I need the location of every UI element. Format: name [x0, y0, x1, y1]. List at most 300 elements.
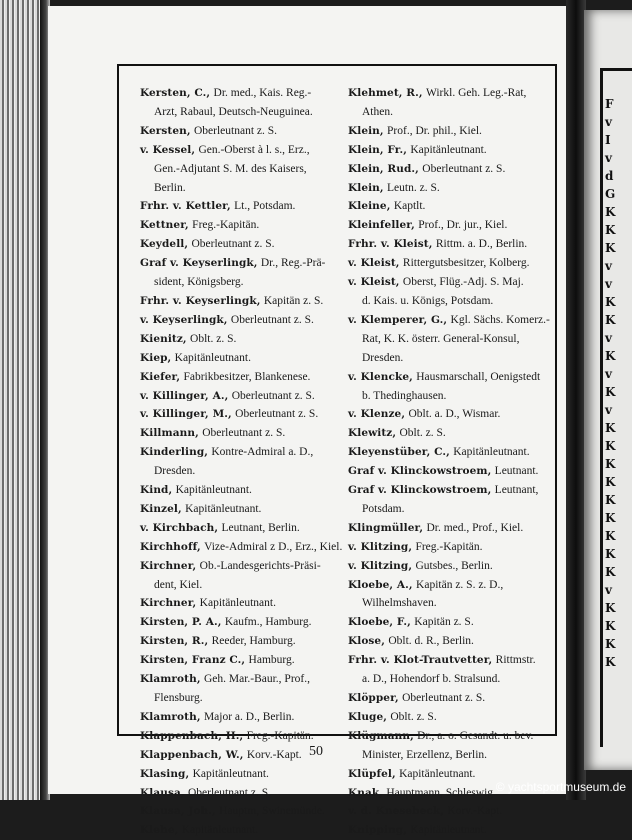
entry-name: Klamroth,	[140, 710, 201, 723]
entry-detail: Oberleutnant z. S.	[187, 786, 272, 799]
entry-name: Kettner,	[140, 219, 189, 232]
entry-detail: Oberleutnant z. S.	[230, 313, 314, 326]
entry-detail: Major a. D., Berlin.	[203, 710, 295, 723]
entry-detail: Freg.-Kapitän.	[415, 540, 483, 553]
entry-first-line	[140, 500, 352, 519]
entry-detail: Korv.-Kapt.	[447, 805, 503, 818]
entry-first-line	[140, 197, 352, 216]
entry-detail: Lt., Potsdam.	[234, 200, 296, 213]
entry-detail: Ob.-Landesgerichts-Präsi-	[199, 559, 321, 572]
entry-name: Kienitz,	[140, 332, 187, 345]
entry-detail: Hauptm, Swinemünde.	[219, 805, 325, 818]
entry-first-line	[348, 160, 560, 179]
entry-first-line	[348, 443, 560, 462]
next-page-initial: v	[605, 277, 612, 291]
entry-first-line	[140, 557, 352, 576]
entry-first-line	[348, 538, 560, 557]
right-column	[348, 84, 560, 840]
entry-name: Klausa,	[140, 786, 185, 799]
entry-name: Kirchhoff,	[140, 540, 201, 553]
entry-first-line	[348, 84, 560, 103]
entry-first-line	[140, 292, 352, 311]
entry-first-line	[140, 387, 352, 406]
entry-detail: Dr. med., Prof., Kiel.	[426, 521, 524, 534]
directory-entry	[348, 557, 560, 576]
entry-first-line	[140, 613, 352, 632]
directory-entry	[348, 254, 560, 273]
entry-name: Klingmüller,	[348, 521, 424, 534]
entry-first-line	[140, 821, 352, 840]
directory-entry	[348, 802, 560, 821]
directory-entry	[348, 160, 560, 179]
entry-first-line	[140, 349, 352, 368]
entry-detail: Wirkl. Geh. Leg.-Rat,	[425, 87, 527, 99]
directory-entry	[140, 368, 352, 387]
entry-detail: Kapitänleutnant.	[181, 824, 259, 837]
directory-entry	[348, 424, 560, 443]
entry-name: Frhr. v. Kleist,	[348, 238, 433, 251]
entry-first-line	[140, 670, 352, 689]
entry-detail: Dr. med., Kais. Reg.-	[213, 87, 312, 99]
next-page-initial: v	[605, 331, 612, 345]
entry-detail: Kapitänleutnant.	[410, 824, 487, 837]
entry-name: Frhr. v. Kettler,	[140, 200, 231, 213]
directory-entry	[140, 727, 352, 746]
directory-entry	[348, 462, 560, 481]
entry-name: v. Klenze,	[348, 408, 406, 421]
entry-first-line	[140, 802, 352, 821]
entry-name: v. Klemperer, G.,	[348, 313, 448, 326]
entry-name: Kloebe, F.,	[348, 616, 411, 629]
entry-first-line	[348, 481, 560, 500]
next-page-initial: K	[605, 295, 616, 309]
next-page-initial: d	[605, 169, 614, 183]
spine-shadow	[566, 0, 586, 800]
entry-detail: Kapitänleutnant.	[199, 597, 276, 610]
directory-entry	[348, 197, 560, 216]
entry-first-line	[348, 368, 560, 387]
next-page-initial: K	[605, 205, 616, 219]
entry-detail: Oberst, Flüg.-Adj. S. Maj.	[402, 276, 524, 289]
directory-entry	[140, 141, 352, 198]
next-page-initial: K	[605, 511, 616, 525]
entry-name: Klügmann,	[348, 729, 414, 742]
directory-entry	[140, 122, 352, 141]
directory-entry	[140, 84, 352, 122]
directory-entry	[140, 292, 352, 311]
entry-detail: Oblt. z. S.	[390, 710, 437, 723]
entry-detail: Leutnant.	[494, 465, 539, 478]
entry-name: Kirchner,	[140, 559, 197, 572]
entry-first-line	[348, 727, 560, 746]
entry-name: Kleine,	[348, 200, 391, 213]
entry-first-line	[348, 179, 560, 198]
entry-name: Klein,	[348, 181, 384, 194]
directory-entry	[140, 330, 352, 349]
entry-first-line	[348, 235, 560, 254]
entry-name: Kinderling,	[140, 446, 209, 459]
directory-entry	[140, 557, 352, 595]
entry-first-line	[348, 216, 560, 235]
entry-detail: Oblt. d. R., Berlin.	[388, 635, 474, 648]
directory-entry	[140, 613, 352, 632]
entry-name: Klose,	[348, 635, 385, 648]
directory-entry	[140, 821, 352, 840]
entry-detail: Oberleutnant z. S.	[402, 692, 486, 704]
entry-detail: Kontre-Admiral a. D.,	[211, 446, 314, 459]
entry-first-line	[140, 311, 352, 330]
next-page-initial: K	[605, 457, 616, 471]
next-page-initial: K	[605, 241, 616, 255]
next-page-initial: v	[605, 151, 612, 165]
entry-detail: Rat, K. K. österr. General-Konsul,	[362, 332, 520, 345]
entry-detail: b. Thedinghausen.	[362, 389, 447, 402]
entry-first-line	[140, 727, 352, 746]
next-page-initial: v	[605, 403, 612, 417]
next-page-initial: K	[605, 223, 616, 237]
entry-detail: Kaptlt.	[393, 200, 426, 213]
directory-entry	[348, 538, 560, 557]
entry-first-line	[348, 122, 560, 141]
directory-entry	[140, 500, 352, 519]
entry-detail: Rittmstr.	[495, 654, 536, 667]
entry-first-line	[140, 632, 352, 651]
directory-entry	[348, 179, 560, 198]
entry-name: Klasing,	[140, 767, 190, 780]
entry-name: Klamroth,	[140, 673, 201, 686]
entry-name: Kersten,	[140, 124, 191, 137]
entry-name: Frhr. v. Klot-Trautvetter,	[348, 654, 493, 667]
directory-entry	[348, 651, 560, 689]
next-page-initials	[605, 95, 632, 671]
entry-detail: Oberleutnant z. S.	[422, 162, 506, 175]
entry-first-line	[140, 330, 352, 349]
entry-detail: Korv.-Kapt.	[246, 748, 302, 761]
entry-name: Klüpfel,	[348, 767, 396, 780]
entry-name: v. d. Knesebeck,	[348, 805, 444, 818]
entry-name: v. Keyserlingk,	[140, 313, 228, 326]
entry-detail: Hamburg.	[248, 654, 295, 667]
entry-name: Kluge,	[348, 710, 388, 723]
entry-name: Kirsten, R.,	[140, 635, 209, 648]
entry-name: Kersten, C.,	[140, 87, 211, 99]
entry-detail: Kapitänleutnant.	[453, 446, 530, 459]
next-page-initial: v	[605, 115, 612, 129]
entry-first-line	[140, 765, 352, 784]
watermark: © yachtsportmuseum.de	[495, 780, 626, 794]
entry-detail: Kapitänleutnant.	[410, 143, 487, 156]
entry-first-line	[140, 519, 352, 538]
entry-first-line	[140, 708, 352, 727]
entry-name: Klein, Rud.,	[348, 162, 419, 175]
directory-entry	[348, 689, 560, 708]
next-page-initial: K	[605, 421, 616, 435]
entry-name: v. Killinger, A.,	[140, 389, 229, 402]
entry-first-line	[140, 443, 352, 462]
page-number: 50	[309, 744, 323, 759]
entry-name: Klehmet, R.,	[348, 87, 423, 99]
entry-name: Klappenbach, W.,	[140, 748, 244, 761]
entry-name: Knipping,	[348, 824, 407, 837]
entry-detail: Potsdam.	[362, 502, 405, 515]
entry-detail: Oberleutnant z. S.	[191, 238, 275, 251]
entry-name: Graf v. Keyserlingk,	[140, 257, 258, 270]
next-page-initial: K	[605, 619, 616, 633]
entry-detail: Gutsbes., Berlin.	[415, 559, 493, 572]
entry-detail: Prof., Dr. jur., Kiel.	[418, 219, 508, 232]
directory-entry	[140, 424, 352, 443]
next-page-initial: G	[605, 187, 616, 201]
directory-entry	[140, 802, 352, 821]
directory-entry	[348, 122, 560, 141]
entry-detail: sident, Königsberg.	[154, 276, 244, 289]
entry-first-line	[348, 462, 560, 481]
entry-name: Klein, Fr.,	[348, 143, 407, 156]
entry-detail: Oblt. z. S.	[190, 332, 237, 345]
entry-detail: Gen.-Adjutant S. M. des Kaisers,	[154, 162, 307, 175]
directory-entry	[348, 273, 560, 311]
entry-detail: Flensburg.	[154, 692, 203, 704]
entry-name: v. Kleist,	[348, 257, 400, 270]
entry-detail: Oberleutnant z. S.	[231, 389, 315, 402]
entry-detail: Freg.-Kapitän.	[192, 219, 260, 232]
entry-first-line	[348, 689, 560, 708]
next-page-initial: I	[605, 133, 611, 147]
directory-entry	[140, 197, 352, 216]
entry-first-line	[348, 576, 560, 595]
entry-detail: Dr., Reg.-Prä-	[260, 257, 326, 270]
entry-first-line	[140, 405, 352, 424]
entry-name: Kirsten, Franz C.,	[140, 654, 246, 667]
entry-detail: Oblt. a. D., Wismar.	[408, 408, 501, 421]
entry-detail: Oberleutnant z. S.	[235, 408, 319, 421]
entry-name: Klewitz,	[348, 427, 397, 440]
next-page-initial: F	[605, 97, 614, 111]
directory-entry	[140, 216, 352, 235]
directory-entry	[348, 311, 560, 368]
entry-first-line	[348, 519, 560, 538]
entry-name: Klausa, Joh.,	[140, 805, 216, 818]
directory-entry	[140, 443, 352, 481]
entry-first-line	[140, 235, 352, 254]
entry-detail: Kapitän z. S.	[263, 294, 324, 307]
directory-entry	[140, 349, 352, 368]
entry-first-line	[348, 802, 560, 821]
directory-entry	[140, 311, 352, 330]
entry-first-line	[140, 84, 352, 103]
entry-detail: a. D., Hohendorf b. Stralsund.	[362, 673, 501, 686]
next-page-initial: K	[605, 439, 616, 453]
entry-detail: Vize-Admiral z D., Erz., Kiel.	[204, 540, 343, 553]
entry-name: Kleinfeller,	[348, 219, 415, 232]
entry-detail: Reeder, Hamburg.	[211, 635, 296, 648]
entry-detail: Hausmarschall, Oenigstedt	[416, 370, 541, 383]
directory-entry	[140, 405, 352, 424]
entry-name: v. Klencke,	[348, 370, 413, 383]
entry-detail: dent, Kiel.	[154, 578, 203, 591]
directory-entry	[348, 708, 560, 727]
entry-detail: Dresden.	[362, 351, 404, 364]
directory-entry	[348, 235, 560, 254]
entry-detail: Kapitänleutnant.	[185, 502, 262, 515]
entry-first-line	[348, 197, 560, 216]
entry-detail: Dr., a. o. Gesandt. u. bev.	[417, 729, 534, 742]
entry-detail: Geh. Mar.-Baur., Prof.,	[203, 673, 310, 686]
entry-detail: Leutnant, Berlin.	[221, 521, 300, 534]
entry-first-line	[348, 311, 560, 330]
entry-name: v. Kleist,	[348, 276, 400, 289]
next-page-initial: K	[605, 547, 616, 561]
directory-entry	[140, 765, 352, 784]
entry-first-line	[348, 405, 560, 424]
directory-entry	[348, 443, 560, 462]
directory-entry	[140, 387, 352, 406]
entry-name: Kinzel,	[140, 502, 182, 515]
directory-entry	[140, 254, 352, 292]
entry-name: Kleyenstüber, C.,	[348, 446, 450, 459]
entry-name: v. Klitzing,	[348, 540, 413, 553]
entry-detail: Dresden.	[154, 465, 196, 478]
entry-first-line	[140, 254, 352, 273]
entry-detail: Prof., Dr. phil., Kiel.	[387, 124, 482, 137]
entry-first-line	[348, 273, 560, 292]
entry-name: Kirsten, P. A.,	[140, 616, 222, 629]
entry-first-line	[348, 613, 560, 632]
entry-detail: Kapitänleutnant.	[175, 484, 252, 497]
directory-entry	[348, 576, 560, 614]
next-page-initial: v	[605, 583, 612, 597]
directory-entry	[140, 632, 352, 651]
directory-entry	[348, 368, 560, 406]
directory-entry	[348, 821, 560, 840]
entry-name: v. Klitzing,	[348, 559, 413, 572]
entry-first-line	[140, 538, 352, 557]
directory-entry	[140, 481, 352, 500]
entry-detail: Kgl. Sächs. Komerz.-	[450, 313, 550, 326]
entry-first-line	[140, 424, 352, 443]
directory-entry	[140, 519, 352, 538]
directory-entry	[140, 651, 352, 670]
entry-first-line	[348, 141, 560, 160]
entry-name: Klappenbach, H.,	[140, 729, 244, 742]
left-column	[140, 84, 352, 840]
entry-detail: Arzt, Rabaul, Deutsch-Neuguinea.	[154, 105, 313, 118]
entry-detail: Rittm. a. D., Berlin.	[435, 238, 528, 251]
entry-name: v. Killinger, M.,	[140, 408, 232, 421]
directory-entry	[140, 594, 352, 613]
entry-detail: Kapitän z. S. z. D.,	[416, 578, 504, 591]
next-page-initial: K	[605, 475, 616, 489]
entry-detail: Wilhelmshaven.	[362, 597, 437, 610]
entry-detail: Kaufm., Hamburg.	[224, 616, 312, 629]
entry-name: Kloebe, A.,	[348, 578, 413, 591]
entry-first-line	[140, 481, 352, 500]
entry-name: v. Kessel,	[140, 143, 196, 156]
entry-detail: Leutn. z. S.	[387, 181, 440, 194]
entry-name: Graf v. Klinckowstroem,	[348, 484, 492, 497]
directory-entry	[348, 405, 560, 424]
entry-detail: d. Kais. u. Königs, Potsdam.	[362, 294, 494, 307]
next-page-initial: v	[605, 367, 612, 381]
directory-entry	[140, 538, 352, 557]
entry-name: Klöpper,	[348, 692, 399, 704]
next-page-initial: K	[605, 529, 616, 543]
entry-detail: Oberleutnant z. S.	[202, 427, 286, 440]
entry-detail: Berlin.	[154, 181, 186, 194]
directory-entry	[348, 632, 560, 651]
entry-detail: Freg.-Kapitän.	[246, 729, 314, 742]
entry-detail: Minister, Erzellenz, Berlin.	[362, 748, 488, 761]
entry-detail: Oberleutnant z. S.	[193, 124, 278, 137]
next-page-initial: K	[605, 493, 616, 507]
directory-entry	[140, 670, 352, 708]
entry-detail: Hauptmann, Schleswig.	[386, 786, 496, 799]
entry-detail: Fabrikbesitzer, Blankenese.	[183, 370, 311, 383]
next-page-initial: K	[605, 637, 616, 651]
entry-name: Frhr. v. Keyserlingk,	[140, 294, 261, 307]
entry-detail: Kapitänleutnant.	[192, 767, 269, 780]
entry-first-line	[348, 424, 560, 443]
entry-name: Kiep,	[140, 351, 172, 364]
entry-first-line	[140, 122, 352, 141]
entry-first-line	[140, 368, 352, 387]
entry-detail: Athen.	[362, 105, 393, 118]
directory-entry	[348, 481, 560, 519]
entry-first-line	[348, 708, 560, 727]
directory-entry	[348, 613, 560, 632]
next-page-initial: K	[605, 349, 616, 363]
next-page-initial: K	[605, 385, 616, 399]
entry-detail: Oblt. z. S.	[399, 427, 446, 440]
next-page-initial: K	[605, 601, 616, 615]
entry-first-line	[140, 651, 352, 670]
directory-entry	[348, 141, 560, 160]
entry-first-line	[140, 216, 352, 235]
directory-entry	[348, 519, 560, 538]
next-page-initial: K	[605, 655, 616, 669]
entry-detail: Kapitänleutnant.	[174, 351, 251, 364]
entry-name: Kind,	[140, 484, 173, 497]
entry-first-line	[348, 557, 560, 576]
entry-detail: Rittergutsbesitzer, Kolberg.	[402, 257, 530, 270]
directory-entry	[348, 216, 560, 235]
directory-entry	[348, 84, 560, 122]
entry-name: Knak,	[348, 786, 383, 799]
entry-detail: Kapitän z. S.	[414, 616, 474, 629]
entry-detail: Kapitänleutnant.	[399, 767, 476, 780]
entry-first-line	[348, 254, 560, 273]
entry-first-line	[348, 821, 560, 840]
entry-name: Klehe,	[140, 824, 179, 837]
directory-entry	[140, 235, 352, 254]
entry-name: Killmann,	[140, 427, 199, 440]
entry-name: Kiefer,	[140, 370, 181, 383]
entry-name: Klein,	[348, 124, 384, 137]
next-page-initial: v	[605, 259, 612, 273]
entry-detail: Gen.-Oberst à l. s., Erz.,	[198, 143, 310, 156]
entry-first-line	[140, 141, 352, 160]
entry-first-line	[348, 632, 560, 651]
entry-name: Keydell,	[140, 238, 189, 251]
entry-name: Kirchner,	[140, 597, 197, 610]
entry-first-line	[348, 651, 560, 670]
next-page-initial: K	[605, 565, 616, 579]
entry-detail: Leutnant,	[494, 484, 539, 497]
entry-name: Graf v. Klinckowstroem,	[348, 465, 492, 478]
directory-entry	[140, 708, 352, 727]
entry-first-line	[140, 594, 352, 613]
next-page-initial: K	[605, 313, 616, 327]
